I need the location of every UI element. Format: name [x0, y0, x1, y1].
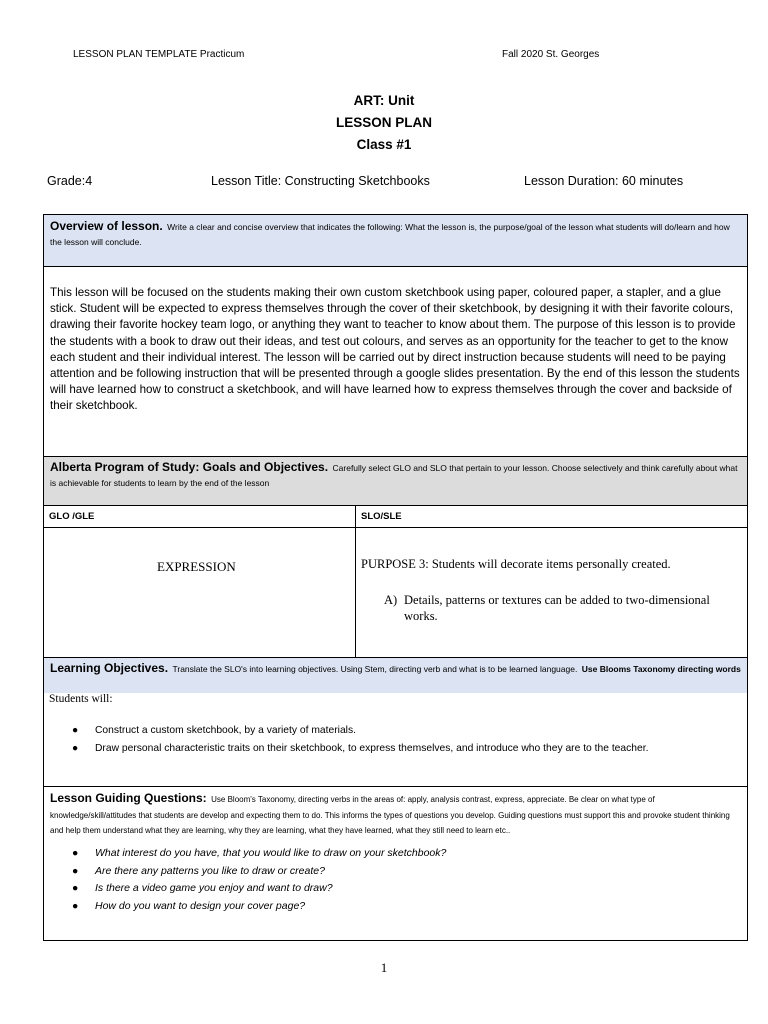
document-title — [0, 90, 768, 156]
guiding-questions-instruction: Use Bloom's Taxonomy, directing verbs in the areas of: apply, analysis contrast, express, appreciate. Be clear on what type of knowledge/skill/attitudes that students are develop and expecting them to do. This informs the types of questions you develop. Guiding questions must support this and provoke student thinking and help them understand what they are learning, why they are learning, what they have learned, what they still need to learn etc.. — [50, 795, 730, 835]
program-of-study-instruction: Carefully select GLO and SLO that pertain to your lesson. Choose selectively and think carefully about what is achievable for students to learn by the end of the lesson — [50, 463, 738, 488]
title-line-1: ART: Unit — [353, 93, 415, 108]
lesson-plan-table — [43, 214, 748, 941]
list-item: ● Are there any patterns you like to draw or create? — [72, 863, 742, 881]
program-of-study-header — [44, 457, 747, 506]
bullet-icon: ● — [72, 847, 79, 859]
slo-purpose: PURPOSE 3: Students will decorate items personally created. — [361, 557, 671, 571]
column-divider — [355, 506, 356, 658]
learning-objectives-intro: Students will: — [49, 693, 113, 705]
bullet-icon: ● — [72, 725, 79, 736]
grade: Grade:4 — [47, 174, 93, 188]
running-header-right: Fall 2020 St. Georges — [502, 49, 600, 60]
list-item: ● Is there a video game you enjoy and want to draw? — [72, 880, 742, 898]
guiding-questions-list — [72, 845, 742, 915]
learning-objectives-label: Learning Objectives. — [50, 661, 169, 675]
lesson-duration: Lesson Duration: 60 minutes — [524, 174, 684, 188]
slo-item — [384, 592, 724, 624]
overview-label: Overview of lesson. — [50, 219, 163, 233]
bullet-icon: ● — [72, 899, 79, 912]
title-line-3: Class #1 — [356, 137, 412, 152]
slo-header: SLO/SLE — [361, 511, 402, 522]
learning-objectives-instruction: Translate the SLO's into learning objectives. Using Stem, directing verb and what is to be learned language. — [172, 664, 578, 674]
overview-instruction: Write a clear and concise overview that indicates the following: What the lesson is, the purpose/goal of the lesson what students will do/learn and how the lesson will conclude. — [50, 222, 730, 247]
list-item: ● Draw personal characteristic traits on their sketchbook, to express themselves, and introduce who they are to the teacher. — [72, 740, 742, 758]
bullet-icon: ● — [72, 864, 79, 877]
learning-objectives-instruction-bold: Use Blooms Taxonomy directing words — [581, 664, 741, 674]
slo-item-text: Details, patterns or textures can be added to two-dimensional works. — [404, 593, 710, 623]
overview-body — [44, 267, 747, 457]
learning-objectives-list — [72, 722, 742, 758]
page-number: 1 — [380, 960, 388, 975]
title-line-2: LESSON PLAN — [335, 115, 432, 130]
glo-header: GLO /GLE — [49, 511, 95, 522]
list-item: ● How do you want to design your cover page? — [72, 898, 742, 916]
slo-item-letter: A) — [384, 593, 398, 607]
bullet-icon: ● — [72, 743, 79, 754]
overview-text: This lesson will be focused on the students making their own custom sketchbook using paper, coloured paper, a stapler, and a glue stick. Student will be expected to express themselves through the cover of their sketchbook, by designing it with their favorite colours, drawing their favorite hockey team logo, or anything they want to teacher to know about them. The purpose of this lesson is to provide the students with a book to draw out their ideas, and test out colours, and serves as an opportunity for the teacher to get to the know each student and their individual interest. The lesson will be carried out by direct instruction because students will need to be paying attention and be following instruction that will be presented through a google slides presentation. By the end of this lesson the students will have learned how to construct a sketchbook, and will have learned how to express themselves through the cover and backside of their sketchbook. — [50, 286, 740, 413]
glo-value: EXPRESSION — [157, 559, 236, 574]
overview-header — [44, 215, 747, 267]
list-item: ● What interest do you have, that you would like to draw on your sketchbook? — [72, 845, 742, 863]
guiding-questions-label: Lesson Guiding Questions: — [50, 791, 207, 805]
bullet-icon: ● — [72, 882, 79, 894]
lesson-title: Lesson Title: Constructing Sketchbooks — [211, 174, 430, 188]
running-header-left: LESSON PLAN TEMPLATE Practicum — [73, 49, 245, 60]
list-item: ● Construct a custom sketchbook, by a variety of materials. — [72, 722, 742, 740]
learning-objectives-header — [44, 658, 747, 693]
program-of-study-label: Alberta Program of Study: Goals and Objectives. — [50, 460, 329, 474]
